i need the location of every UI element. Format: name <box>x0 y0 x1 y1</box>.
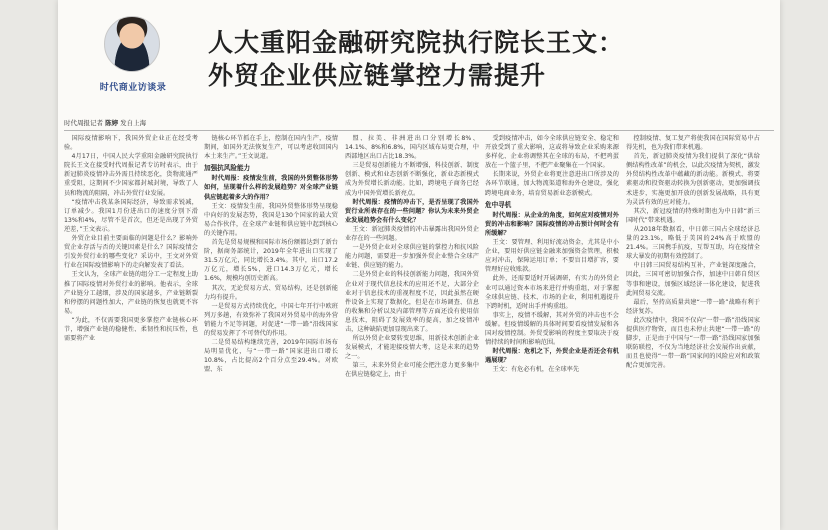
interview-question: 时代周报：疫情的冲击下，是否呈现了我国外贸行业所表存在的一些问题？你认为未来外贸企业发展趋势会有什么变化？ <box>345 198 479 224</box>
article-paragraph: “为此，不仅需要我国更多掌控产业链核心环节，增强产业链的稳健性、柔韧性和抗压性，也需要将产业 <box>64 316 198 343</box>
byline-suffix: 发自上海 <box>120 119 147 127</box>
article-paragraph: 控制疫情、复工复产将使我国在国际贸易中占得先机，也为我们带来机遇。 <box>626 135 760 152</box>
article-paragraph: 受到疫情冲击，如今全球供应链安全、稳定和开放受到了重大影响，这或将导致企业采购来源多样化、企业将调整其在全球的布局，不把鸡蛋放在一个篮子里，不把产业聚集在一个国家。 <box>485 135 619 170</box>
article-paragraph: 此次疫情中，我国不仅向“一带一路”沿线国家提供医疗物资，而且也未停止共建“一带一路”的脚步，正是由于中国与“一带一路”沿线国家加强联防联控，不仅为当地经济社会发展作出贡献，而且也使得“一带一路”国家间的风险应对和政策配合更加完善。 <box>626 316 760 370</box>
text-column-5 <box>626 134 760 520</box>
interviewee-portrait <box>104 16 160 72</box>
article-paragraph: 4月17日，中国人民大学重阳金融研究院执行院长王文在接受时代周报记者专访时表示，由于新冠肺炎疫情冲击外需且持续恶化，货物流通严重受阻，这期间不少国家都封城封境，导致了人员和物流的阻隔，冲击外贸行业发展。 <box>64 153 198 197</box>
article-paragraph: 事实上，疫情不缓解，其对外贸的冲击也不会缓解。但疫情缓解的具体时间要看疫情发展和各国对疫情控制。外贸受影响的程度主要取决于疫情持续的时间和影响范围。 <box>485 311 619 347</box>
article-paragraph: 所以外贸企业要转变思维，用新技术创新企业发展模式，才能迎接疫情大考，这是未来的趋势之一。 <box>345 335 479 361</box>
article-paragraph: 一是外贸企业对全球供应链的掌控力和抗风险能力问题，需要进一步加强外贸企业整合全球产业链、供应链的能力。 <box>345 244 479 270</box>
article-paragraph: 王文：有危必有机，在全球率先 <box>492 366 580 374</box>
section-subheading: 加强抗风险能力 <box>204 164 251 173</box>
article-paragraph: 王文：要管理、利用好流动资金，尤其是中小企业，要用好供应链金融来加强资金管理，积极应对冲击，保障运用订单；不要盲目增扩容，要管理好应收账款。 <box>485 239 619 274</box>
article-paragraph: 二是贸易结构继续完善，2019年国际市场布局明显优化，与“一带一路”国家进出口增长10.8%，占比提高2个百分点至29.4%。对欧盟、东 <box>204 339 338 374</box>
byline-prefix: 时代周报记者 <box>64 119 103 127</box>
article-paragraph: 外贸企业目前主要面临的问题是什么？影响外贸企业存活与否的关键因素是什么？国际疫情会引发外贸行业的哪些变化？采访中，王文对外贸行业在国际疫情影响下的走向解发表了看法。 <box>64 235 198 270</box>
text-column-3 <box>345 134 479 520</box>
article-paragraph: 第三，未来外贸企业可能会把注意力更多集中在供应链稳定上，由于 <box>345 362 479 379</box>
interview-question: 时代周报：危机之下，外贸企业是否还会有机遇展现？ <box>485 348 619 365</box>
byline <box>64 118 146 127</box>
headline-line-2: 外贸企业供应链掌控力需提升 <box>208 61 547 90</box>
article-paragraph: 其次，新冠疫情的特殊时期也为中日韩“新三国时代”带来机遇。 <box>626 207 760 224</box>
article-paragraph: 从2018年数据看，中日韩三国占全球经济总量的23.1%，略低于美国的24%高于欧盟的21.4%。三国携手抗疫，互帮互助，均在疫情全球大暴发的初期有效控制了。 <box>626 225 760 261</box>
header-divider <box>64 130 774 131</box>
article-paragraph: 此外，还需要适时开展调研，有实力的外贸企业可以通过资本市场来进行并购重组，对于掌握全球供应链、技术、市场的企业，利用机遇提升下跨时机，适时出手并购重组。 <box>485 275 619 310</box>
article-paragraph: 王文认为，全球产业链的组分工一定程度上助推了国际疫情对外贸行业的影响。他表示，全球产业链分工越细，涉及的国家越多，产业链断裂和停摆的问题性加大，产业链的恢复也就更不容易。 <box>64 271 198 315</box>
text-column-4 <box>485 134 619 520</box>
article-paragraph: 中日韩三国贸易结构互补，产业链深度融合，因此，三国可密切加强合作，加速中日韩自贸区等事和建设，加强区域经济一体化建设，促进我此间贸易交流。 <box>626 262 760 297</box>
article-paragraph: 国际疫情影响下，我国外贸企业正在经受考验。 <box>64 135 198 152</box>
article-paragraph: 三是贸易创新能力不断增强，科技创新、制度创新、模式和业态创新不断强化，新业态新模式成为外贸增长新动能。比如，跨境电子商务已经成为中国外贸增长新亮点。 <box>345 162 479 197</box>
headline-line-1: 人大重阳金融研究院执行院长王文： <box>208 28 625 57</box>
article-paragraph: 首先是贸易规模和国际市场份额都达到了新台阶，据商务部统计，2019年全年进出口实现了31.5万亿元，同比增长3.4%。其中，出口17.2万亿元，增长5%，进口14.3万亿元，增长1.6%，规模均创历史新高。 <box>204 239 338 283</box>
interview-question: 时代周报：疫情发生前，我国的外贸整体形势如何，呈现着什么样的发展趋势？对全球产业链供应链起着多大的作用？ <box>204 175 338 201</box>
article-paragraph: 王文：新冠肺炎疫情的冲击暴露出我国外贸企业存在的一些问题。 <box>345 225 479 243</box>
interview-question: 时代周报：从企业的角度，如何应对疫情对外贸的冲击和影响？国际疫情的冲击预计何时会有所缓解？ <box>485 211 619 237</box>
text-column-1 <box>64 134 198 520</box>
newspaper-page <box>58 0 780 530</box>
article-paragraph: 王文：疫情发生前，我国外贸整体形势呈现稳中向好的发展态势，我国是130个国家的最大贸易合作伙伴，在全球产业链和供应链中起到核心的关键作用。 <box>204 202 338 237</box>
article-paragraph: 一是贸易方式持续优化，中国七年开行中欧班列万多趟，有效弥补了我国对外贸易中的海外营销能力不足等问题，对促进“一带一路”沿线国家的贸易发挥了不可替代的作用。 <box>204 302 338 337</box>
article-paragraph: “疫情冲击我某条国际经济，导致需求锐减，订单减少。我国1月份进出口的速度分别下滑13%和4%，尽管不是首次，但还是出现了外贸逆差，”王文表示。 <box>64 198 198 233</box>
article-paragraph: 长期来说，外贸企业将更注意进出口所涉及的各环节联通，加大物流渠道和海外仓建设，强化跨境电商业务，培育贸易新业态新模式。 <box>485 171 619 197</box>
section-subheading: 危中寻机 <box>485 200 512 209</box>
article-paragraph: 首先，新冠肺炎疫情为我们提供了深化“供给侧结构性改革”的机会，以此次疫情为契机，激发外贸结构性改革中蕴藏的新动能。新模式、将要素驱动和投资驱动转换为创新驱动，更加强调技术进步，实施更加开放的创新发展战略，具有更为灵活有效的应对能力。 <box>626 153 760 206</box>
headline <box>208 26 768 92</box>
article-paragraph: 二是外贸企业的科技创新能力问题，我国外贸企业对于现代信息技术的应用还不足，大部分企业对于信息技术的重视程度不足，因此虽然在硬件设备上实现了数据化，但是在市场调查、信息的收集和分析以及内部管理等方面还没有使用信息技术，阻碍了发展效率的提高，加之疫情冲击，这种缺陷更加显现出来了。 <box>345 271 479 333</box>
article-paragraph: 最后，坚持高质量共建“一带一路”战略有利于经济复苏。 <box>626 298 760 315</box>
article-paragraph: 其次，无论贸易方式、贸易结构，还是创新能力均有提升。 <box>204 284 338 301</box>
text-column-2 <box>204 134 338 520</box>
article-paragraph: 链核心环节抓在手上，控制在国内生产，疫情期间，如国外无法恢复生产，可以考虑收回国内本土来生产。”王文说道。 <box>204 135 338 161</box>
column-label: 时代商业访谈录 <box>99 83 167 93</box>
article-paragraph: 盟、拉美、非洲进出口分别增长8%、14.1%、8%和6.8%，国内区域布局更合理，中西部地区出口占比18.3%。 <box>345 135 479 161</box>
byline-name: 陈婷 <box>105 119 119 127</box>
